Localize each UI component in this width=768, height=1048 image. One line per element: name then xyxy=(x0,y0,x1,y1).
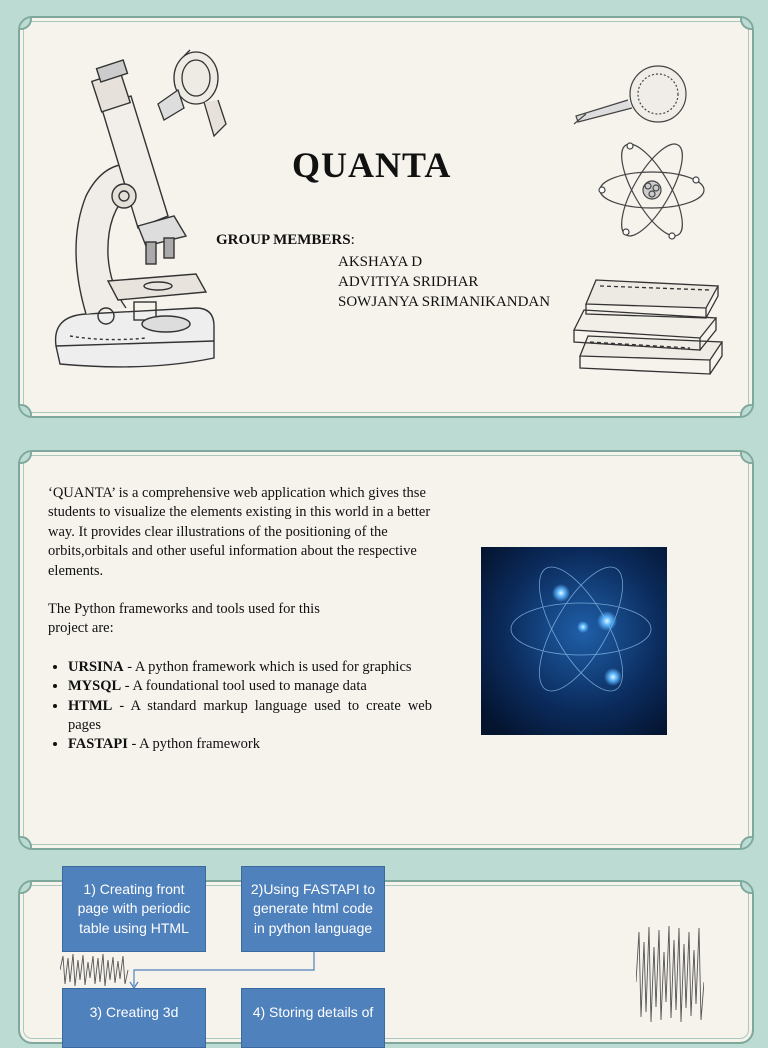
atom-image xyxy=(481,547,667,735)
intro-paragraph: ‘QUANTA’ is a comprehensive web application which gives thse students to visualize the elements existing in this world in a better way. It provides clear illustrations of the positioning of the orbits,orbitals and other useful information about the respective elements. xyxy=(48,485,431,579)
flow-step-4: 4) Storing details of xyxy=(241,988,385,1048)
atom-sketch-illustration xyxy=(572,64,712,250)
description-slide xyxy=(18,450,754,850)
flow-connector xyxy=(128,950,320,990)
books-illustration xyxy=(560,272,730,376)
tool-item: • FASTAPI - A python framework xyxy=(68,735,432,754)
waveform-left-decoration xyxy=(60,952,130,988)
tool-item: • HTML - A standard markup language used to create web pages xyxy=(68,697,432,736)
member-list xyxy=(338,252,550,312)
member-name: AKSHAYA D xyxy=(338,254,423,270)
presentation-title: QUANTA xyxy=(292,145,452,185)
flow-step-1: 1) Creating front page with periodic table using HTML xyxy=(62,866,206,952)
member-name: SOWJANYA SRIMANIKANDAN xyxy=(338,294,551,310)
flow-step-2: 2)Using FASTAPI to generate html code in python language xyxy=(241,866,385,952)
frameworks-intro: The Python frameworks and tools used for this project are: xyxy=(48,601,320,637)
tools-list xyxy=(48,658,432,755)
title-slide xyxy=(18,16,754,418)
tool-item: • URSINA - A python framework which is used for graphics xyxy=(68,658,432,677)
group-members-label: GROUP MEMBERS: xyxy=(216,232,355,248)
tool-item: • MYSQL - A foundational tool used to manage data xyxy=(68,677,432,696)
member-name: ADVITIYA SRIDHAR xyxy=(338,274,479,290)
scope-sketch-illustration xyxy=(154,46,234,142)
flow-step-3: 3) Creating 3d xyxy=(62,988,206,1048)
waveform-right-decoration xyxy=(636,922,704,1024)
description-text-block xyxy=(48,484,432,755)
